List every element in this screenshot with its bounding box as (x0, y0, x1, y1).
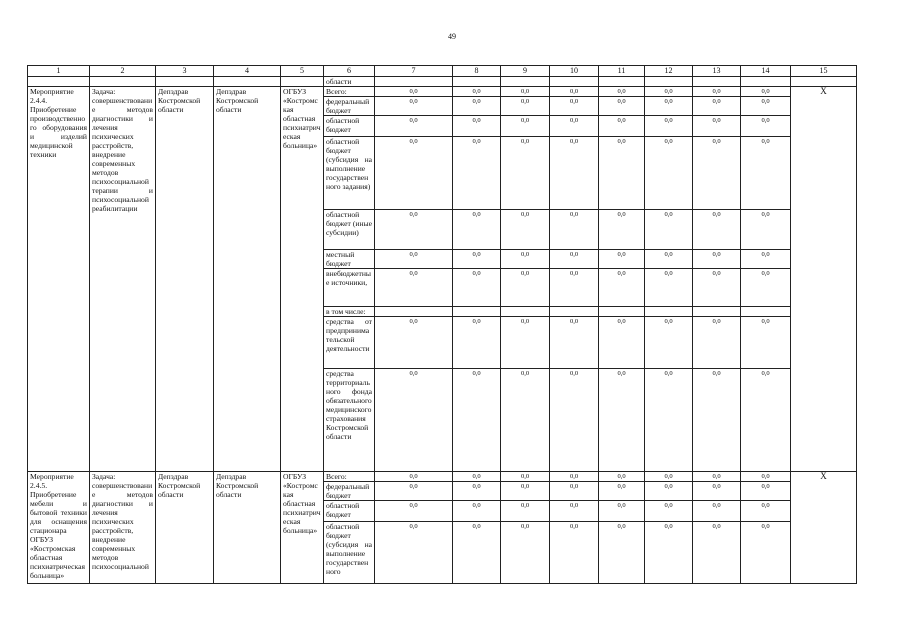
value-cell: 0,0 (375, 522, 453, 584)
value-cell: 0,0 (741, 317, 791, 369)
value-cell: 0,0 (453, 501, 501, 522)
value-cell: 0,0 (501, 482, 550, 501)
budget-table (27, 65, 857, 584)
value-cell: 0,0 (550, 501, 599, 522)
value-cell: 0,0 (645, 116, 693, 137)
measure-cell: Мероприятие 2.4.5. Приобретение мебели и бытовой техники для оснащения стационара ОГБУЗ «Костромская областная психиатрическая больница» (28, 472, 90, 584)
value-cell: 0,0 (550, 250, 599, 269)
value-cell: 0,0 (453, 116, 501, 137)
empty-cell (599, 77, 645, 87)
note-cell: X (791, 472, 857, 584)
coordinator-cell: Депздрав Костромской области (156, 472, 214, 584)
value-cell: 0,0 (501, 210, 550, 250)
empty-cell (90, 77, 156, 87)
funding-source-cell: областной бюджет (324, 116, 375, 137)
empty-cell (501, 77, 550, 87)
funding-source-cell: областной бюджет (субсидия на выполнение государственного (324, 522, 375, 584)
column-header-8: 8 (453, 66, 501, 77)
funding-source-cell: федеральный бюджет (324, 482, 375, 501)
value-cell: 0,0 (693, 269, 741, 307)
funding-source-cell: областной бюджет (субсидия на выполнение государственного задания) (324, 137, 375, 210)
value-cell: 0,0 (453, 97, 501, 116)
coordinator-cell: Депздрав Костромской области (156, 87, 214, 472)
value-cell: 0,0 (550, 116, 599, 137)
value-cell: 0,0 (693, 472, 741, 482)
value-cell: 0,0 (375, 482, 453, 501)
value-cell: 0,0 (741, 501, 791, 522)
value-cell: 0,0 (599, 250, 645, 269)
empty-cell (550, 77, 599, 87)
value-cell: 0,0 (599, 210, 645, 250)
value-cell: 0,0 (501, 87, 550, 97)
empty-cell (28, 77, 90, 87)
value-cell: 0,0 (375, 137, 453, 210)
value-cell: 0,0 (375, 501, 453, 522)
empty-cell (214, 77, 281, 87)
executor-cell: Депздрав Костромской области (214, 472, 281, 584)
value-cell (501, 307, 550, 317)
column-header-11: 11 (599, 66, 645, 77)
funding-row (28, 472, 857, 482)
funding-source-cell: областной бюджет (324, 501, 375, 522)
value-cell: 0,0 (453, 472, 501, 482)
value-cell: 0,0 (550, 210, 599, 250)
value-cell: 0,0 (741, 369, 791, 472)
task-cell: Задача: совершенствование методов диагностики и лечения психических расстройств, внедрение современных методов психосоциальной (90, 472, 156, 584)
funding-source-cell: местный бюджет (324, 250, 375, 269)
funding-source-cell: средства от предпринимательской деятельности (324, 317, 375, 369)
value-cell: 0,0 (550, 472, 599, 482)
value-cell (453, 307, 501, 317)
funding-row (28, 87, 857, 97)
value-cell: 0,0 (501, 369, 550, 472)
value-cell: 0,0 (693, 87, 741, 97)
value-cell: 0,0 (375, 97, 453, 116)
value-cell: 0,0 (741, 87, 791, 97)
value-cell: 0,0 (645, 87, 693, 97)
value-cell: 0,0 (645, 210, 693, 250)
funding-source-cell: внебюджетные источники, (324, 269, 375, 307)
value-cell: 0,0 (645, 269, 693, 307)
value-cell: 0,0 (453, 482, 501, 501)
value-cell: 0,0 (693, 482, 741, 501)
value-cell (599, 307, 645, 317)
value-cell: 0,0 (453, 317, 501, 369)
empty-cell (791, 77, 857, 87)
value-cell: 0,0 (741, 97, 791, 116)
value-cell: 0,0 (693, 501, 741, 522)
value-cell: 0,0 (550, 269, 599, 307)
value-cell: 0,0 (501, 250, 550, 269)
value-cell: 0,0 (599, 269, 645, 307)
column-header-9: 9 (501, 66, 550, 77)
column-header-6: 6 (324, 66, 375, 77)
value-cell: 0,0 (741, 472, 791, 482)
value-cell: 0,0 (645, 522, 693, 584)
value-cell: 0,0 (693, 137, 741, 210)
empty-cell (281, 77, 324, 87)
funding-source-cell: федеральный бюджет (324, 97, 375, 116)
value-cell: 0,0 (453, 137, 501, 210)
value-cell: 0,0 (501, 501, 550, 522)
column-header-1: 1 (28, 66, 90, 77)
value-cell: 0,0 (550, 317, 599, 369)
value-cell: 0,0 (550, 482, 599, 501)
value-cell: 0,0 (501, 97, 550, 116)
value-cell: 0,0 (453, 87, 501, 97)
page-number: 49 (448, 32, 456, 41)
value-cell: 0,0 (453, 369, 501, 472)
task-cell: Задача: совершенствование методов диагностики и лечения психических расстройств, внедрение современных методов психосоциальной терапии и психосоциальной реабилитации (90, 87, 156, 472)
value-cell (375, 307, 453, 317)
column-header-7: 7 (375, 66, 453, 77)
value-cell: 0,0 (453, 250, 501, 269)
value-cell: 0,0 (599, 482, 645, 501)
institution-cell: ОГБУЗ «Костромская областная психиатрическая больница» (281, 87, 324, 472)
value-cell: 0,0 (645, 472, 693, 482)
value-cell: 0,0 (741, 269, 791, 307)
funding-source-cell: средства территориального фонда обязательного медицинского страхования Костромской области (324, 369, 375, 472)
value-cell: 0,0 (741, 116, 791, 137)
value-cell: 0,0 (453, 210, 501, 250)
funding-source-cell: в том числе: (324, 307, 375, 317)
value-cell: 0,0 (741, 250, 791, 269)
value-cell: 0,0 (375, 369, 453, 472)
value-cell: 0,0 (693, 210, 741, 250)
value-cell: 0,0 (645, 369, 693, 472)
value-cell: 0,0 (550, 137, 599, 210)
value-cell: 0,0 (693, 317, 741, 369)
measure-cell: Мероприятие 2.4.4. Приобретение производственного оборудования и изделий медицинской техники (28, 87, 90, 472)
value-cell: 0,0 (599, 87, 645, 97)
funding-source-cell: Всего: (324, 87, 375, 97)
value-cell: 0,0 (375, 116, 453, 137)
funding-source-cell: областной бюджет (иные субсидии) (324, 210, 375, 250)
value-cell: 0,0 (645, 482, 693, 501)
value-cell: 0,0 (645, 317, 693, 369)
empty-cell (453, 77, 501, 87)
column-header-3: 3 (156, 66, 214, 77)
value-cell: 0,0 (741, 137, 791, 210)
funding-source-cell: Всего: (324, 472, 375, 482)
value-cell: 0,0 (375, 250, 453, 269)
value-cell: 0,0 (693, 116, 741, 137)
empty-cell (156, 77, 214, 87)
value-cell (645, 307, 693, 317)
column-header-15: 15 (791, 66, 857, 77)
value-cell: 0,0 (375, 269, 453, 307)
value-cell: 0,0 (501, 137, 550, 210)
value-cell (741, 307, 791, 317)
value-cell: 0,0 (550, 369, 599, 472)
empty-cell (375, 77, 453, 87)
value-cell: 0,0 (375, 210, 453, 250)
value-cell: 0,0 (599, 369, 645, 472)
value-cell: 0,0 (453, 522, 501, 584)
value-cell: 0,0 (599, 472, 645, 482)
value-cell: 0,0 (375, 87, 453, 97)
value-cell: 0,0 (550, 97, 599, 116)
note-cell: X (791, 87, 857, 472)
value-cell: 0,0 (550, 87, 599, 97)
empty-cell (693, 77, 741, 87)
column-header-12: 12 (645, 66, 693, 77)
value-cell: 0,0 (693, 97, 741, 116)
column-header-14: 14 (741, 66, 791, 77)
value-cell: 0,0 (375, 472, 453, 482)
column-header-5: 5 (281, 66, 324, 77)
value-cell: 0,0 (599, 137, 645, 210)
column-header-10: 10 (550, 66, 599, 77)
value-cell: 0,0 (693, 369, 741, 472)
source-cell: области (324, 77, 375, 87)
continuation-row (28, 77, 857, 87)
value-cell: 0,0 (599, 501, 645, 522)
column-header-13: 13 (693, 66, 741, 77)
value-cell: 0,0 (599, 97, 645, 116)
value-cell: 0,0 (599, 317, 645, 369)
value-cell: 0,0 (645, 250, 693, 269)
empty-cell (741, 77, 791, 87)
value-cell: 0,0 (645, 137, 693, 210)
value-cell (550, 307, 599, 317)
value-cell: 0,0 (501, 472, 550, 482)
value-cell: 0,0 (693, 522, 741, 584)
value-cell: 0,0 (599, 116, 645, 137)
value-cell: 0,0 (645, 97, 693, 116)
value-cell: 0,0 (550, 522, 599, 584)
value-cell: 0,0 (375, 317, 453, 369)
value-cell (693, 307, 741, 317)
column-header-4: 4 (214, 66, 281, 77)
value-cell: 0,0 (645, 501, 693, 522)
executor-cell: Депздрав Костромской области (214, 87, 281, 472)
institution-cell: ОГБУЗ «Костромская областная психиатрическая больница» (281, 472, 324, 584)
empty-cell (645, 77, 693, 87)
column-header-2: 2 (90, 66, 156, 77)
header-row (28, 66, 857, 77)
value-cell: 0,0 (501, 269, 550, 307)
value-cell: 0,0 (453, 269, 501, 307)
value-cell: 0,0 (501, 522, 550, 584)
value-cell: 0,0 (741, 482, 791, 501)
value-cell: 0,0 (501, 317, 550, 369)
value-cell: 0,0 (741, 210, 791, 250)
value-cell: 0,0 (741, 522, 791, 584)
value-cell: 0,0 (501, 116, 550, 137)
value-cell: 0,0 (599, 522, 645, 584)
value-cell: 0,0 (693, 250, 741, 269)
